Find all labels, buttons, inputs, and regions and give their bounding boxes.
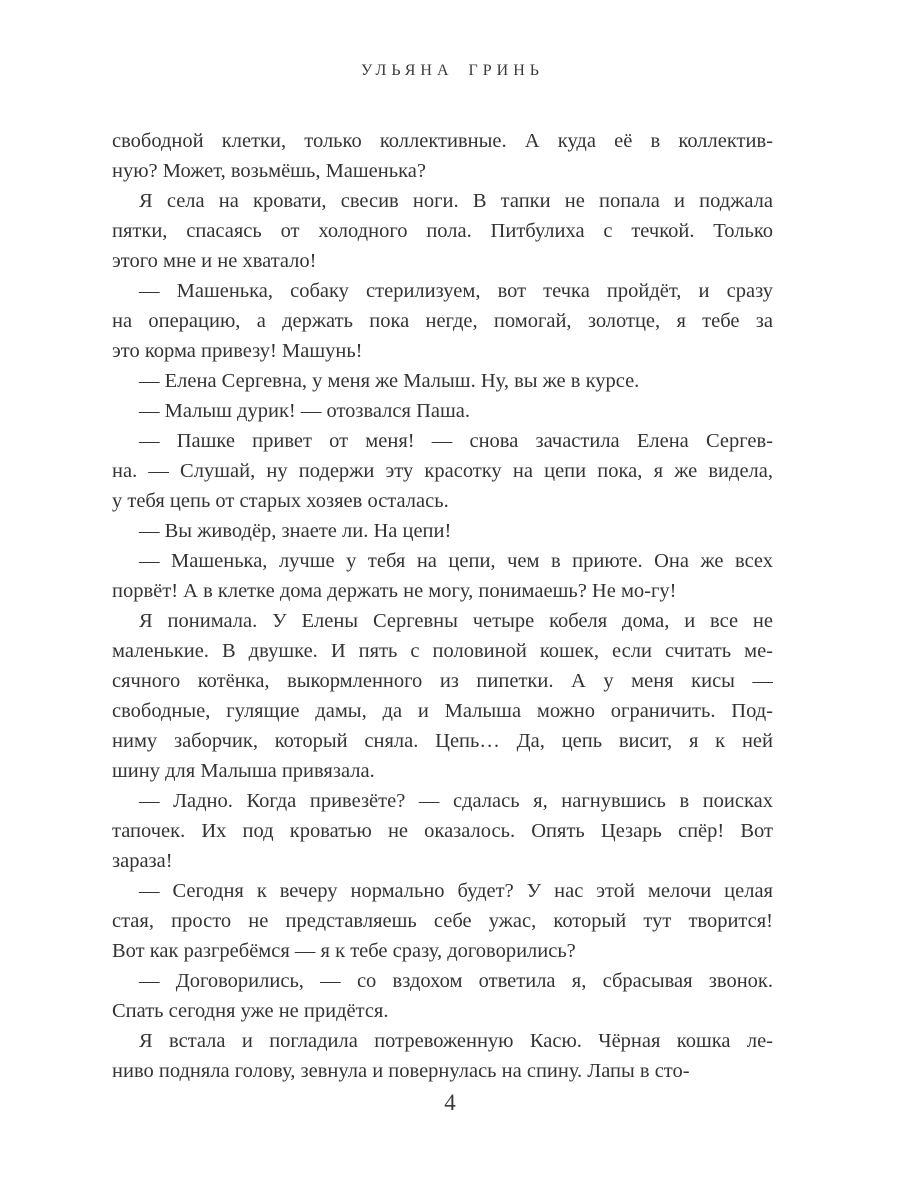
text-line: шину для Малыша привязала.: [112, 760, 375, 782]
text-line: этого мне и не хватало!: [112, 250, 317, 272]
text-line: — Ладно. Когда привезёте? — сдалась я, нагнувшись в поисках: [139, 790, 773, 812]
text-line: Я села на кровати, свесив ноги. В тапки не попала и поджала: [139, 190, 773, 212]
text-line: сячного котёнка, выкормленного из пипетки. А у меня кисы —: [112, 670, 773, 692]
text-line: — Машенька, лучше у тебя на цепи, чем в приюте. Она же всех: [139, 550, 773, 572]
text-line: на. — Слушай, ну подержи эту красотку на цепи пока, я же видела,: [112, 460, 773, 482]
text-line: — Договорились, — со вздохом ответила я, сбрасывая звонок.: [139, 970, 773, 992]
text-line: — Сегодня к вечеру нормально будет? У нас этой мелочи целая: [139, 880, 773, 902]
text-line: Вот как разгребёмся — я к тебе сразу, договорились?: [112, 940, 576, 962]
text-line: Спать сегодня уже не придётся.: [112, 1000, 389, 1022]
text-line: ную? Может, возьмёшь, Машенька?: [112, 160, 426, 182]
text-line: свободные, гулящие дамы, да и Малыша можно ограничить. Под-: [112, 700, 773, 722]
text-line: свободной клетки, только коллективные. А куда её в коллектив-: [112, 130, 773, 152]
running-header-author: УЛЬЯНА ГРИНЬ: [361, 62, 544, 79]
page-number: 4: [444, 1090, 456, 1115]
text-line: зараза!: [112, 850, 173, 872]
text-line: стая, просто не представляешь себе ужас, который тут творится!: [112, 910, 773, 932]
text-line: — Малыш дурик! — отозвался Паша.: [139, 400, 470, 422]
text-line: Я встала и погладила потревоженную Касю. Чёрная кошка ле-: [139, 1030, 773, 1052]
text-line: Я понимала. У Елены Сергевны четыре кобеля дома, и все не: [139, 610, 773, 632]
text-line: — Вы живодёр, знаете ли. На цепи!: [139, 520, 452, 542]
text-line: это корма привезу! Машунь!: [112, 340, 363, 362]
text-line: ниму заборчик, который сняла. Цепь… Да, цепь висит, я к ней: [112, 730, 773, 752]
text-line: пятки, спасаясь от холодного пола. Питбулиха с течкой. Только: [112, 220, 773, 242]
text-line: порвёт! А в клетке дома держать не могу, понимаешь? Не мо-гу!: [112, 580, 677, 602]
text-line: — Елена Сергевна, у меня же Малыш. Ну, вы же в курсе.: [139, 370, 640, 392]
text-line: маленькие. В двушке. И пять с половиной кошек, если считать ме-: [112, 640, 773, 662]
text-line: на операцию, а держать пока негде, помогай, золотце, я тебе за: [112, 310, 773, 332]
body-text: [112, 126, 773, 1086]
text-line: — Пашке привет от меня! — снова зачастила Елена Сергев-: [139, 430, 773, 452]
text-line: ниво подняла голову, зевнула и повернулась на спину. Лапы в сто-: [112, 1060, 690, 1082]
text-line: — Машенька, собаку стерилизуем, вот течка пройдёт, и сразу: [139, 280, 773, 302]
text-line: тапочек. Их под кроватью не оказалось. Опять Цезарь спёр! Вот: [112, 820, 773, 842]
text-line: у тебя цепь от старых хозяев осталась.: [112, 490, 449, 512]
